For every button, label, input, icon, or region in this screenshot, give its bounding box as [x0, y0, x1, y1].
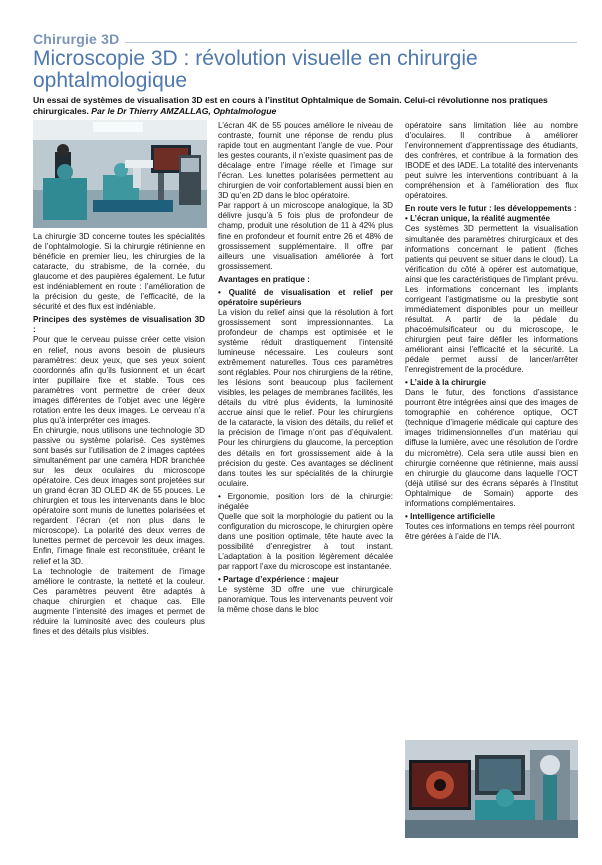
header-rule	[125, 42, 577, 43]
article-title: Microscopie 3D : révolution visuelle en chirurgie ophtalmologique	[33, 47, 478, 92]
c2-subheading-ergonomics: • Ergonomie, position lors de la chirurgie: inégalée	[218, 491, 393, 511]
c3-paragraph-1: opératoire sans limitation liée au nombre d’oculaires. Il contribue à améliorer l’environnement d’apprentissage des étudiants, des confrères, et contribue à la formation des IBODE et des IADE. La totalité des intervenants peut suivre les interventions contribuant à la compréhension et à l’amélioration des flux opératoires.	[405, 121, 578, 201]
c3-paragraph-4: Toutes ces informations en temps réel pourront être gérées à l’aide de l’IA.	[405, 521, 575, 541]
column-1	[33, 232, 205, 637]
c2-heading-advantages: Avantages en pratique :	[218, 274, 310, 284]
c3-paragraph-2: Ces systèmes 3D permettent la visualisation simultanée des paramètres chirurgicaux et des informations concernant le patient (fiches patients qui peuvent se situer dans le cloud). La vérification du côté à opérer est automatique, ainsi que les caractéristiques de l’implant prévu. Les informations concernant les implants corrigeant l’astigmatisme ou la presbytie sont immédiatement disponibles pour un meilleur résultat. A partir de la pédale du phacoémulsificateur ou du microscope, le chirurgien peut faire défiler les informations améliorant ainsi l’efficacité et la sécurité. La pédale permet aussi de lancer/arrêter l’enregistrement de la procédure.	[405, 224, 578, 375]
byline: Par le Dr Thierry AMZALLAG, Ophtalmologue	[91, 105, 277, 116]
lead-text: Un essai de systèmes de visualisation 3D est en cours à l’institut Ophtalmique de Somain. Celui-ci révolutionne nos pratiques chirurgicales.	[33, 95, 548, 116]
c1-paragraph-3: En chirurgie, nous utilisons une technologie 3D passive ou système polarisé. Ces systèmes sont basés sur l’utilisation de 2 images captées simultanément par une caméra HDR branchée sur les deux oculaires du microscope opératoire. Ces deux images sont projetées sur un grand écran 3D OLED 4K de 55 pouces. Le chirurgien et tous les intervenants dans le bloc opératoire sont munis de lunettes polarisées et regardent l’écran (et non plus dans le microscope). La polarité des deux verres de lunettes permet de percevoir les deux images. Enfin, l’image finale est reconstituée, créant le relief et la 3D.	[33, 425, 205, 566]
c3-subheading-ai: • Intelligence artificielle	[405, 511, 495, 521]
c2-subheading-quality: • Qualité de visualisation et relief per opératoire supérieurs	[218, 287, 393, 307]
c2-paragraph-1: L’écran 4K de 55 pouces améliore le niveau de contraste, fournit une réponse de rendu plus rapide tout en augmentant l’angle de vue. Pour les gestes courants, il n’existe quasiment pas de décalage entre l’image réelle et l’image sur l’écran. Les lunettes polarisées permettent au chirurgien de voir confortablement aussi bien en 3D qu’en 2D dans le bloc opératoire.	[218, 121, 393, 201]
surgery-screen-photo	[405, 740, 578, 838]
c1-heading-principles: Principes des systèmes de visualisation 3D :	[33, 315, 205, 335]
lead-paragraph	[33, 95, 578, 116]
c2-subheading-sharing: • Partage d’expérience : majeur	[218, 575, 339, 585]
c3-subheading-assist: • L’aide à la chirurgie	[405, 378, 486, 388]
c1-paragraph-4: La technologie de traitement de l’image améliore le contraste, la netteté et la couleur. Ces paramètres peuvent être adaptés à chaque chirurgien et chaque cas. Elle augmente l’intensité des images et permet de réduire la luminosité avec des couleurs plus fines et des détails plus visibles.	[33, 566, 205, 636]
section-kicker: Chirurgie 3D	[33, 31, 120, 47]
column-2	[218, 121, 393, 615]
column-3	[405, 121, 578, 542]
c2-paragraph-3: La vision du relief ainsi que la résolution à fort grossissement sont impressionnantes. La profondeur de champs est optimisée et le système réduit drastiquement l’intensité lumineuse nécessaire. Les couleurs sont extrêmement naturelles. Tous ces paramètres sont réglables. Pour nos chirurgiens de la rétine, les lésions sont beaucoup plus facilement visibles, les pelages de membranes facilités, les détails du vitré plus évidents, la luminosité accrue ainsi que le relief. Pour les chirurgiens de la cataracte, la vision des détails, du relief et la précision de l’image n’ont pas d’équivalent. Pour les chirurgiens du glaucome, la perception des détails en fort grossissement aide à la précision du geste. Ces avantages se déclinent dans toutes les sur spécialités de la chirurgie oculaire.	[218, 307, 393, 488]
c1-intro: La chirurgie 3D concerne toutes les spécialités de l’ophtalmologie. Si la chirurgie rétinienne en bénéficie en premier lieu, les chirurgies de la cataracte, du strabisme, de la cornée, du glaucome et des paupières également. Le futur est indéniablement en route : l’amélioration de la précision du geste, de l’efficacité, de la sécurité et des flux est indéniable.	[33, 232, 205, 312]
c3-subheading-screen: • L’écran unique, la réalité augmentée	[405, 214, 551, 224]
operating-room-photo	[33, 120, 207, 228]
c3-heading-future: En route vers le futur : les développements :	[405, 204, 577, 214]
c2-paragraph-5: Le système 3D offre une vue chirurgicale panoramique. Tous les intervenants peuvent voir la même chose dans le bloc	[218, 585, 393, 615]
c2-paragraph-4: Quelle que soit la morphologie du patient ou la configuration du microscope, le chirurgien opère dans une position optimale, tête haute avec la possibilité d’enregistrer à tout instant. L’adaptation à la position légèrement décalée par rapport l’axe du microscope est instantanée.	[218, 511, 393, 572]
c3-paragraph-3: Dans le futur, des fonctions d’assistance pourront être intégrées ainsi que des images de tomographie en cohérence optique, OCT (technique d’imagerie médicale qui capture des images tridimensionnelles d’un matériau qui diffuse la lumière, avec une résolution de l’ordre du micromètre). Cela sera utile aussi bien en chirurgie cornéenne que rétinienne, mais aussi en chirurgie du glaucome dans laquelle l’OCT (déjà utilisé sur des écrans séparés à l’Institut Ophtalmique de Somain) apporte des informations complémentaires.	[405, 388, 578, 508]
c2-paragraph-2: Par rapport à un microscope analogique, la 3D délivre jusqu’à 5 fois plus de profondeur de champ, produit une résolution de 11 à 42% plus fine en profondeur et fournit entre 26 et 48% de grossissement supplémentaire. Il offre par ailleurs une visualisation améliorée à fort grossissement.	[218, 201, 393, 271]
c1-paragraph-2: Pour que le cerveau puisse créer cette vision en relief, nous avons besoin de plusieurs paramètres: deux yeux, que ses yeux soient coordonnés afin qu’ils fusionnent et un écart inter pupillaire fixe et stable. Tous ces paramètres vont permettre de créer deux images différentes de l’objet avec une légère rotation entre les deux images. Le cerveau n’a plus qu’à interpréter ces images.	[33, 335, 205, 425]
